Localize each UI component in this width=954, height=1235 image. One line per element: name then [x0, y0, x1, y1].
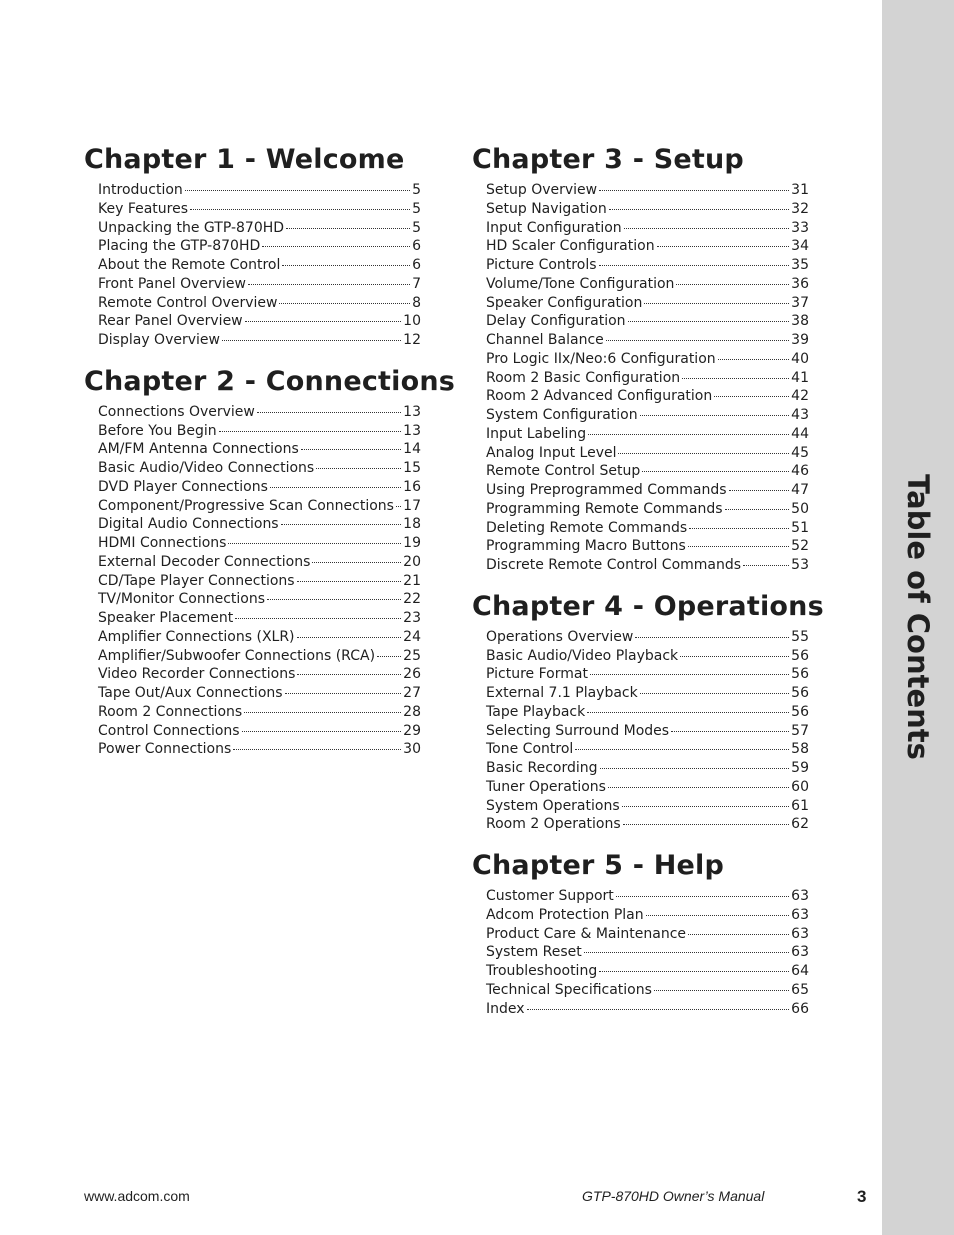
chapter-section: [472, 849, 810, 1018]
chapter-section: [472, 143, 810, 575]
toc-leader-dots: [233, 749, 401, 750]
toc-entry[interactable]: [98, 256, 421, 275]
toc-entry-page: 53: [791, 557, 809, 573]
toc-entry[interactable]: [98, 312, 421, 331]
toc-entry[interactable]: [98, 647, 421, 666]
toc-entry[interactable]: [486, 647, 809, 666]
toc-entry-page: 64: [791, 963, 809, 979]
toc-entry[interactable]: [486, 519, 809, 538]
toc-leader-dots: [575, 749, 789, 750]
toc-entry-label: Unpacking the GTP-870HD: [98, 219, 285, 236]
toc-entry-page: 23: [403, 610, 421, 626]
toc-entry-label: Operations Overview: [486, 628, 634, 645]
toc-entry-label: Picture Controls: [486, 257, 597, 273]
toc-entry-label: Tone Control: [486, 741, 574, 758]
toc-entry-label: Speaker Placement: [98, 610, 234, 626]
toc-entry-page: 27: [403, 685, 421, 701]
toc-entry-page: 29: [403, 722, 421, 739]
toc-entry-page: 46: [791, 463, 809, 480]
toc-entry-page: 61: [791, 797, 809, 814]
toc-entry-label: Picture Format: [486, 666, 588, 683]
toc-leader-dots: [743, 565, 789, 566]
toc-list: [98, 403, 421, 759]
toc-leader-dots: [688, 546, 789, 547]
toc-entry-label: System Configuration: [486, 407, 638, 423]
toc-leader-dots: [316, 468, 401, 469]
toc-leader-dots: [606, 340, 789, 341]
toc-entry-page: 20: [403, 553, 421, 570]
toc-leader-dots: [587, 712, 789, 713]
toc-entry-label: Deleting Remote Commands: [486, 519, 688, 536]
toc-entry-page: 56: [791, 666, 809, 683]
toc-leader-dots: [642, 471, 789, 472]
toc-leader-dots: [590, 674, 789, 675]
toc-entry[interactable]: [486, 425, 809, 444]
toc-entry-label: Key Features: [98, 200, 189, 217]
toc-entry-label: Input Configuration: [486, 219, 622, 236]
toc-entry[interactable]: [98, 628, 421, 647]
toc-entry-label: Input Labeling: [486, 425, 587, 442]
toc-leader-dots: [279, 303, 410, 304]
toc-entry[interactable]: [486, 219, 809, 238]
toc-leader-dots: [725, 509, 790, 510]
toc-entry-page: 6: [412, 257, 421, 273]
toc-entry[interactable]: [486, 294, 809, 313]
toc-entry-label: Room 2 Connections: [98, 703, 243, 720]
toc-entry-label: Control Connections: [98, 722, 240, 739]
toc-entry-page: 10: [403, 313, 421, 330]
toc-entry-page: 18: [403, 516, 421, 533]
toc-entry[interactable]: [486, 312, 809, 331]
toc-leader-dots: [286, 228, 410, 229]
toc-entry[interactable]: [486, 237, 809, 256]
toc-entry-label: External Decoder Connections: [98, 553, 311, 570]
toc-leader-dots: [676, 284, 789, 285]
toc-leader-dots: [245, 321, 402, 322]
toc-entry[interactable]: [486, 556, 809, 575]
toc-entry[interactable]: [98, 665, 421, 684]
toc-entry-page: 56: [791, 685, 809, 701]
toc-entry-label: Room 2 Operations: [486, 816, 621, 833]
toc-entry-label: System Reset: [486, 944, 582, 961]
toc-entry[interactable]: [486, 181, 809, 200]
toc-entry[interactable]: [98, 200, 421, 219]
toc-leader-dots: [285, 693, 402, 694]
toc-entry-label: TV/Monitor Connections: [98, 591, 266, 608]
toc-entry-label: Basic Recording: [486, 760, 598, 776]
toc-entry[interactable]: [98, 478, 421, 497]
toc-entry-page: 38: [791, 313, 809, 330]
toc-leader-dots: [312, 562, 401, 563]
toc-entry-page: 57: [791, 722, 809, 739]
toc-entry[interactable]: [98, 684, 421, 703]
toc-entry[interactable]: [98, 553, 421, 572]
toc-entry-label: Tape Out/Aux Connections: [98, 685, 283, 701]
toc-entry-label: Technical Specifications: [486, 981, 652, 998]
toc-leader-dots: [235, 618, 401, 619]
toc-entry[interactable]: [486, 275, 809, 294]
toc-entry-page: 45: [791, 444, 809, 461]
toc-entry-label: AM/FM Antenna Connections: [98, 441, 299, 458]
toc-entry-page: 62: [791, 816, 809, 833]
toc-list: [486, 181, 809, 575]
toc-entry-label: HDMI Connections: [98, 535, 227, 551]
toc-leader-dots: [242, 731, 402, 732]
toc-entry-page: 35: [791, 257, 809, 273]
toc-entry-label: Display Overview: [98, 332, 220, 348]
toc-entry-label: Basic Audio/Video Connections: [98, 460, 315, 476]
toc-leader-dots: [628, 321, 790, 322]
toc-leader-dots: [588, 434, 789, 435]
toc-entry-page: 63: [791, 888, 809, 904]
toc-entry[interactable]: [486, 759, 809, 778]
toc-entry-label: Programming Macro Buttons: [486, 538, 686, 555]
toc-entry-page: 34: [791, 238, 809, 255]
toc-entry-label: Troubleshooting: [486, 963, 598, 979]
toc-entry[interactable]: [486, 462, 809, 481]
toc-entry-page: 66: [791, 1000, 809, 1017]
toc-leader-dots: [248, 284, 410, 285]
toc-leader-dots: [297, 581, 402, 582]
toc-entry-label: Analog Input Level: [486, 444, 617, 461]
toc-entry-label: About the Remote Control: [98, 257, 281, 273]
toc-entry[interactable]: [486, 1000, 809, 1019]
toc-leader-dots: [377, 656, 401, 657]
toc-entry-label: Amplifier/Subwoofer Connections (RCA): [98, 647, 376, 664]
toc-entry-page: 22: [403, 591, 421, 608]
toc-entry-page: 58: [791, 741, 809, 758]
toc-leader-dots: [644, 303, 789, 304]
toc-entry[interactable]: [98, 422, 421, 441]
toc-leader-dots: [622, 806, 790, 807]
toc-entry-label: Delay Configuration: [486, 313, 626, 330]
toc-entry-page: 51: [791, 519, 809, 536]
toc-leader-dots: [301, 449, 401, 450]
toc-entry-label: Remote Control Setup: [486, 463, 641, 480]
chapter-section: [84, 365, 456, 759]
toc-entry-label: Programming Remote Commands: [486, 500, 723, 517]
toc-entry-page: 41: [791, 369, 809, 386]
toc-entry-page: 6: [412, 238, 421, 255]
toc-entry[interactable]: [486, 887, 809, 906]
toc-entry-page: 30: [403, 741, 421, 758]
toc-entry[interactable]: [486, 722, 809, 741]
toc-leader-dots: [599, 971, 789, 972]
toc-leader-dots: [282, 265, 410, 266]
toc-column-right: [472, 143, 824, 1033]
toc-entry-page: 13: [403, 403, 421, 420]
toc-entry-label: Amplifier Connections (XLR): [98, 628, 295, 645]
toc-leader-dots: [599, 265, 790, 266]
toc-leader-dots: [219, 431, 402, 432]
toc-leader-dots: [600, 768, 790, 769]
toc-entry[interactable]: [486, 797, 809, 816]
toc-entry-page: 19: [403, 535, 421, 551]
toc-entry-page: 5: [412, 219, 421, 236]
toc-entry-page: 15: [403, 460, 421, 476]
toc-leader-dots: [609, 209, 789, 210]
toc-leader-dots: [267, 599, 401, 600]
toc-entry[interactable]: [486, 444, 809, 463]
chapter-title: Chapter 3 - Setup: [472, 144, 744, 175]
toc-list: [98, 181, 421, 350]
toc-entry[interactable]: [98, 275, 421, 294]
toc-entry-label: Room 2 Basic Configuration: [486, 369, 681, 386]
toc-leader-dots: [718, 359, 790, 360]
toc-entry-page: 5: [412, 182, 421, 198]
toc-entry-page: 40: [791, 350, 809, 367]
toc-leader-dots: [640, 415, 790, 416]
toc-entry-page: 60: [791, 778, 809, 795]
toc-leader-dots: [396, 506, 401, 507]
toc-entry-page: 52: [791, 538, 809, 555]
toc-leader-dots: [618, 453, 789, 454]
toc-entry-page: 39: [791, 332, 809, 348]
chapter-title: Chapter 1 - Welcome: [84, 144, 405, 175]
footer-page-number: 3: [857, 1187, 867, 1206]
toc-entry-page: 37: [791, 294, 809, 311]
toc-entry-page: 13: [403, 422, 421, 439]
toc-leader-dots: [689, 528, 789, 529]
toc-entry[interactable]: [486, 537, 809, 556]
toc-entry[interactable]: [486, 200, 809, 219]
toc-entry-page: 7: [412, 275, 421, 292]
toc-entry-page: 12: [403, 332, 421, 348]
toc-leader-dots: [729, 490, 790, 491]
toc-entry-label: External 7.1 Playback: [486, 685, 638, 701]
toc-leader-dots: [222, 340, 401, 341]
toc-entry[interactable]: [486, 369, 809, 388]
chapter-section: [472, 590, 824, 834]
toc-entry[interactable]: [486, 943, 809, 962]
toc-entry-page: 33: [791, 219, 809, 236]
toc-entry-page: 36: [791, 275, 809, 292]
toc-entry[interactable]: [486, 684, 809, 703]
toc-entry[interactable]: [486, 406, 809, 425]
footer-website-link[interactable]: www.adcom.com: [84, 1188, 190, 1204]
toc-entry[interactable]: [486, 740, 809, 759]
toc-entry-page: 56: [791, 703, 809, 720]
toc-entry[interactable]: [98, 609, 421, 628]
toc-entry-label: Setup Overview: [486, 182, 598, 198]
side-tab-title-text: Table of Contents: [901, 474, 935, 760]
toc-entry-label: Connections Overview: [98, 403, 255, 420]
toc-entry-label: Selecting Surround Modes: [486, 722, 670, 739]
toc-entry-page: 47: [791, 482, 809, 498]
toc-entry[interactable]: [98, 181, 421, 200]
toc-leader-dots: [640, 693, 789, 694]
toc-leader-dots: [297, 674, 401, 675]
toc-leader-dots: [185, 190, 410, 191]
toc-entry-page: 59: [791, 760, 809, 776]
toc-entry-page: 43: [791, 407, 809, 423]
toc-entry[interactable]: [98, 331, 421, 350]
toc-entry-label: System Operations: [486, 797, 620, 814]
toc-leader-dots: [646, 915, 790, 916]
toc-entry-page: 25: [403, 647, 421, 664]
toc-leader-dots: [714, 396, 789, 397]
toc-entry-page: 5: [412, 200, 421, 217]
toc-entry-page: 14: [403, 441, 421, 458]
toc-entry[interactable]: [98, 590, 421, 609]
toc-entry-page: 8: [412, 294, 421, 311]
toc-entry[interactable]: [486, 628, 809, 647]
toc-entry-label: Room 2 Advanced Configuration: [486, 388, 713, 405]
toc-entry-label: Component/Progressive Scan Connections: [98, 497, 394, 514]
toc-entry-page: 50: [791, 500, 809, 517]
toc-entry[interactable]: [486, 481, 809, 500]
toc-entry-page: 42: [791, 388, 809, 405]
toc-entry-label: Basic Audio/Video Playback: [486, 647, 679, 664]
toc-entry-label: Rear Panel Overview: [98, 313, 243, 330]
toc-entry-label: Volume/Tone Configuration: [486, 275, 675, 292]
toc-entry-page: 63: [791, 906, 809, 923]
toc-entry-page: 63: [791, 925, 809, 942]
toc-entry[interactable]: [486, 815, 809, 834]
toc-leader-dots: [657, 246, 790, 247]
toc-leader-dots: [190, 209, 410, 210]
toc-leader-dots: [616, 896, 789, 897]
toc-entry-label: DVD Player Connections: [98, 478, 268, 495]
toc-entry-label: Before You Begin: [98, 422, 217, 439]
toc-entry-label: Tuner Operations: [486, 778, 606, 795]
toc-entry-label: Customer Support: [486, 888, 614, 904]
toc-entry-page: 21: [403, 572, 421, 589]
toc-leader-dots: [262, 246, 410, 247]
toc-entry-label: Using Preprogrammed Commands: [486, 482, 727, 498]
toc-entry-label: Speaker Configuration: [486, 294, 643, 311]
toc-list: [486, 628, 809, 834]
toc-entry-page: 56: [791, 647, 809, 664]
toc-entry-label: Pro Logic IIx/Neo:6 Configuration: [486, 350, 716, 367]
toc-entry-page: 65: [791, 981, 809, 998]
toc-entry[interactable]: [98, 722, 421, 741]
chapter-section: [84, 143, 422, 350]
toc-leader-dots: [270, 487, 401, 488]
toc-entry-label: Discrete Remote Control Commands: [486, 557, 742, 573]
toc-entry-page: 32: [791, 200, 809, 217]
toc-entry[interactable]: [98, 403, 421, 422]
toc-leader-dots: [281, 524, 402, 525]
toc-entry[interactable]: [98, 459, 421, 478]
toc-leader-dots: [680, 656, 789, 657]
toc-entry[interactable]: [486, 703, 809, 722]
toc-entry[interactable]: [98, 237, 421, 256]
toc-leader-dots: [623, 824, 790, 825]
toc-column-left: [84, 143, 456, 774]
toc-entry[interactable]: [486, 387, 809, 406]
toc-entry[interactable]: [98, 440, 421, 459]
toc-entry[interactable]: [98, 703, 421, 722]
chapter-title: Chapter 4 - Operations: [472, 590, 824, 622]
toc-leader-dots: [671, 731, 789, 732]
toc-leader-dots: [654, 990, 789, 991]
toc-entry[interactable]: [98, 534, 421, 553]
toc-entry-label: Power Connections: [98, 741, 232, 758]
toc-entry-page: 26: [403, 666, 421, 683]
toc-entry-label: Adcom Protection Plan: [486, 906, 644, 923]
toc-entry-label: Placing the GTP-870HD: [98, 238, 261, 255]
toc-entry[interactable]: [98, 572, 421, 591]
toc-leader-dots: [624, 228, 790, 229]
toc-entry-label: Tape Playback: [486, 703, 586, 720]
toc-list: [486, 887, 809, 1018]
toc-entry[interactable]: [98, 515, 421, 534]
toc-entry[interactable]: [486, 778, 809, 797]
toc-entry-label: CD/Tape Player Connections: [98, 572, 295, 589]
toc-leader-dots: [257, 412, 401, 413]
toc-entry[interactable]: [98, 219, 421, 238]
toc-entry-label: Digital Audio Connections: [98, 516, 279, 533]
toc-entry-label: Introduction: [98, 182, 183, 198]
toc-entry-page: 63: [791, 944, 809, 961]
toc-leader-dots: [635, 637, 789, 638]
toc-entry-page: 31: [791, 182, 809, 198]
toc-entry-label: Channel Balance: [486, 332, 604, 348]
toc-entry-label: Product Care & Maintenance: [486, 925, 686, 942]
toc-leader-dots: [297, 637, 402, 638]
toc-leader-dots: [688, 934, 789, 935]
toc-leader-dots: [584, 952, 789, 953]
toc-entry[interactable]: [486, 350, 809, 369]
toc-entry-page: 55: [791, 628, 809, 645]
chapter-title: Chapter 5 - Help: [472, 850, 725, 881]
toc-leader-dots: [244, 712, 401, 713]
toc-entry-page: 44: [791, 425, 809, 442]
toc-entry-page: 24: [403, 628, 421, 645]
toc-entry-label: Remote Control Overview: [98, 294, 278, 311]
toc-entry[interactable]: [486, 665, 809, 684]
toc-leader-dots: [228, 543, 401, 544]
toc-entry-label: HD Scaler Configuration: [486, 238, 655, 255]
toc-leader-dots: [608, 787, 789, 788]
toc-entry[interactable]: [486, 331, 809, 350]
footer-manual-title: GTP-870HD Owner’s Manual: [582, 1188, 765, 1204]
toc-entry[interactable]: [98, 497, 421, 516]
toc-leader-dots: [682, 378, 789, 379]
toc-leader-dots: [527, 1009, 790, 1010]
toc-entry-label: Front Panel Overview: [98, 275, 246, 292]
toc-entry-label: Index: [486, 1000, 525, 1017]
toc-entry-page: 28: [403, 703, 421, 720]
toc-entry-label: Video Recorder Connections: [98, 666, 296, 683]
toc-entry[interactable]: [98, 740, 421, 759]
toc-entry-label: Setup Navigation: [486, 200, 607, 217]
toc-entry-page: 16: [403, 478, 421, 495]
toc-entry[interactable]: [486, 981, 809, 1000]
toc-entry[interactable]: [486, 962, 809, 981]
toc-entry[interactable]: [486, 500, 809, 519]
toc-entry-page: 17: [403, 497, 421, 514]
chapter-title: Chapter 2 - Connections: [84, 365, 456, 397]
toc-entry[interactable]: [486, 256, 809, 275]
toc-entry[interactable]: [486, 925, 809, 944]
toc-entry[interactable]: [486, 906, 809, 925]
toc-leader-dots: [599, 190, 789, 191]
toc-entry[interactable]: [98, 294, 421, 313]
